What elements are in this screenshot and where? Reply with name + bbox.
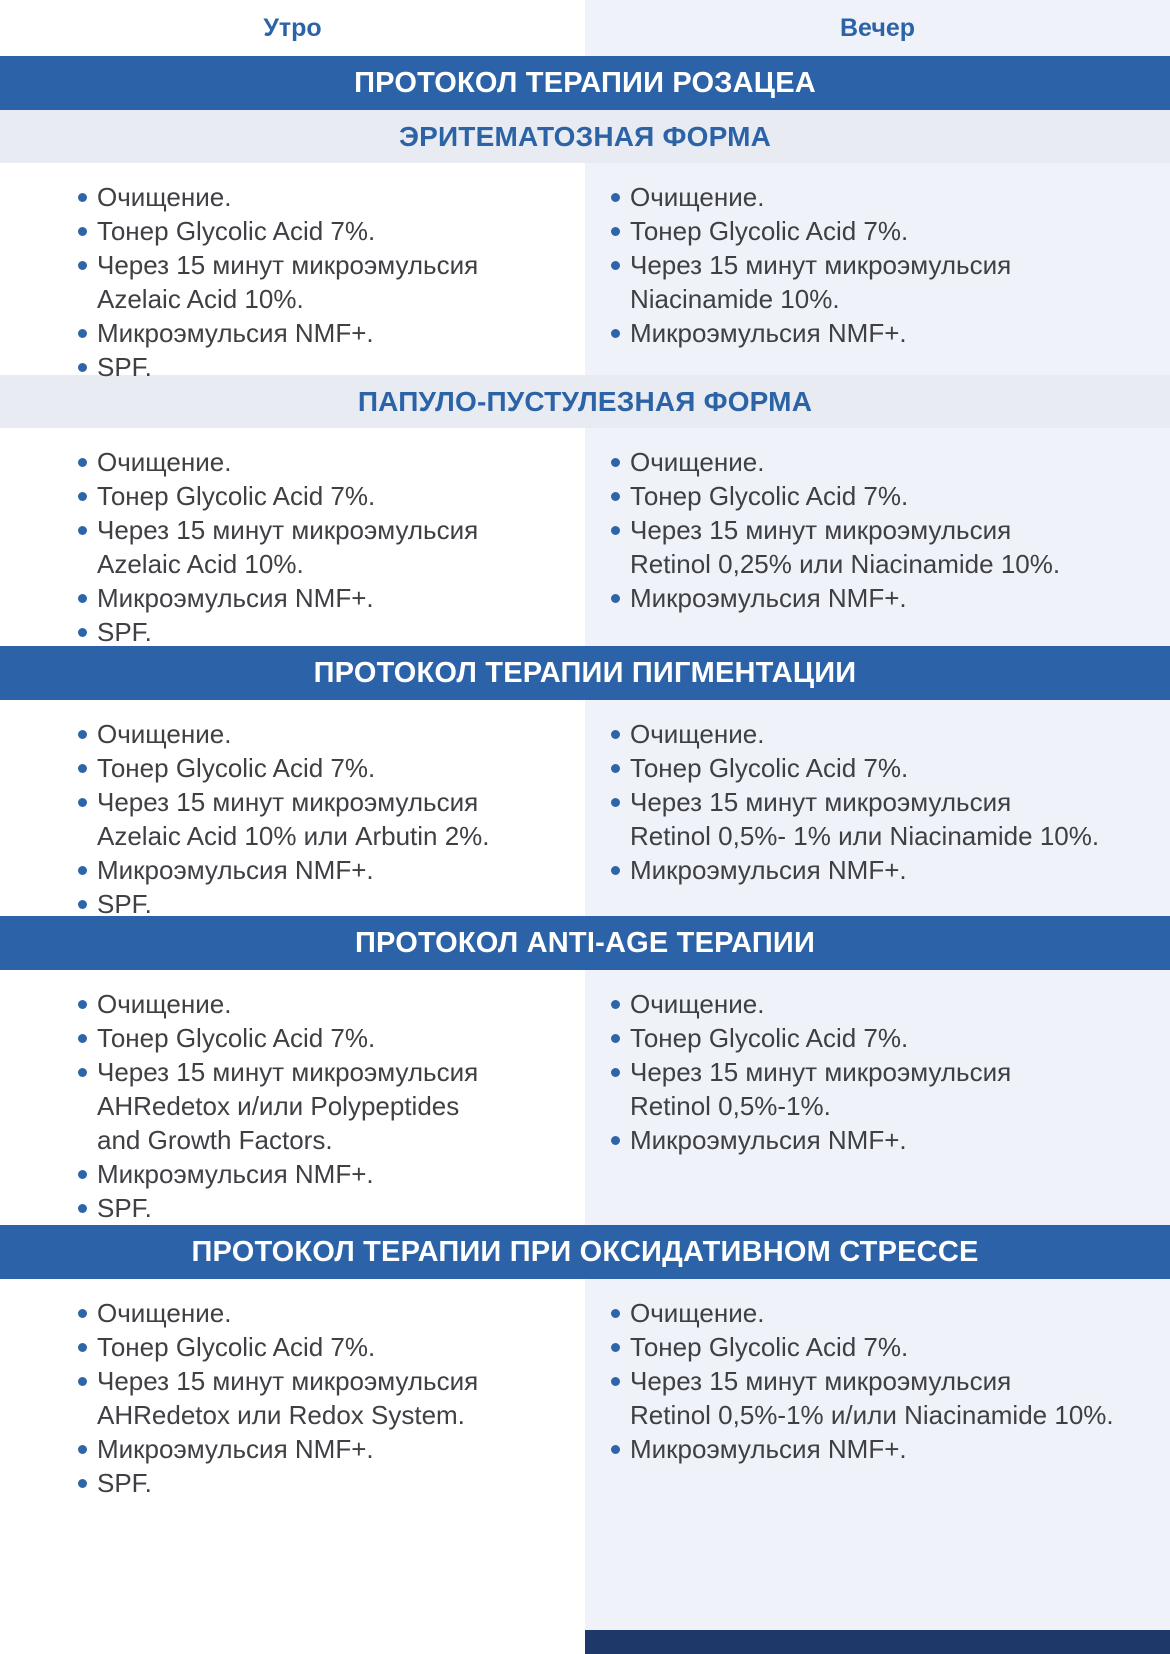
protocol-cell-evening <box>585 1279 1170 1654</box>
protocol-cell-morning <box>0 700 585 919</box>
step-text: Тонер Glycolic Acid 7%. <box>630 216 909 246</box>
column-header-evening <box>585 0 1170 56</box>
protocol-step <box>97 479 579 513</box>
step-text: Через 15 минут микроэмульсия <box>630 250 1012 280</box>
step-text: Тонер Glycolic Acid 7%. <box>630 753 909 783</box>
protocol-step <box>97 1364 579 1432</box>
protocol-step <box>630 1364 1164 1432</box>
protocol-step <box>97 248 579 316</box>
step-text: Очищение. <box>630 989 765 1019</box>
protocol-step <box>630 987 1164 1021</box>
protocol-row <box>0 970 1170 1225</box>
step-text: SPF. <box>97 889 152 919</box>
protocol-step <box>97 350 579 384</box>
protocol-step <box>97 1021 579 1055</box>
subsection-title: ПАПУЛО-ПУСТУЛЕЗНАЯ ФОРМА <box>357 385 813 417</box>
step-text: Niacinamide 10%. <box>630 284 840 314</box>
protocol-cell-evening <box>585 700 1170 916</box>
section-title: ПРОТОКОЛ ANTI-AGE ТЕРАПИИ <box>354 926 815 959</box>
step-text: Микроэмульсия NMF+. <box>97 1159 374 1189</box>
protocol-step <box>97 214 579 248</box>
step-text: SPF. <box>97 352 152 382</box>
step-text: SPF. <box>97 1468 152 1498</box>
protocol-step <box>630 581 1164 615</box>
section-title: ПРОТОКОЛ ТЕРАПИИ ПРИ ОКСИДАТИВНОМ СТРЕССЕ <box>191 1235 979 1268</box>
protocol-step <box>630 445 1164 479</box>
protocol-step <box>630 717 1164 751</box>
protocol-step <box>97 1432 579 1466</box>
step-text: Через 15 минут микроэмульсия <box>97 787 479 817</box>
step-text: Тонер Glycolic Acid 7%. <box>630 481 909 511</box>
step-text: Микроэмульсия NMF+. <box>630 855 907 885</box>
step-text: Микроэмульсия NMF+. <box>630 1125 907 1155</box>
subsection-header-band <box>0 110 1170 163</box>
step-text: Через 15 минут микроэмульсия <box>630 1057 1012 1087</box>
protocol-step <box>630 248 1164 316</box>
protocol-step <box>97 1466 579 1500</box>
protocol-step <box>630 751 1164 785</box>
step-text: Через 15 минут микроэмульсия <box>630 515 1012 545</box>
protocol-step <box>630 479 1164 513</box>
step-text: Тонер Glycolic Acid 7%. <box>97 481 376 511</box>
step-text: Очищение. <box>630 719 765 749</box>
step-list-morning <box>0 163 585 384</box>
step-text: Микроэмульсия NMF+. <box>97 1434 374 1464</box>
step-text: Микроэмульсия NMF+. <box>97 855 374 885</box>
step-text: and Growth Factors. <box>97 1125 333 1155</box>
step-text: Очищение. <box>97 182 232 212</box>
step-list-evening <box>585 1279 1170 1466</box>
column-headers <box>0 0 1170 56</box>
step-list-evening <box>585 428 1170 615</box>
protocol-step <box>97 1191 579 1225</box>
step-text: Через 15 минут микроэмульсия <box>630 1366 1012 1396</box>
protocol-step <box>630 1296 1164 1330</box>
step-text: Retinol 0,5%- 1% или Niacinamide 10%. <box>630 821 1100 851</box>
step-text: Azelaic Acid 10%. <box>97 549 304 579</box>
step-text: SPF. <box>97 1193 152 1223</box>
protocol-step <box>97 717 579 751</box>
step-text: Retinol 0,5%-1%. <box>630 1091 831 1121</box>
step-text: Очищение. <box>97 1298 232 1328</box>
step-text: Тонер Glycolic Acid 7%. <box>97 216 376 246</box>
step-text: Микроэмульсия NMF+. <box>630 1434 907 1464</box>
step-list-evening <box>585 700 1170 887</box>
protocol-row <box>0 163 1170 382</box>
protocol-step <box>630 1330 1164 1364</box>
step-text: Микроэмульсия NMF+. <box>630 583 907 613</box>
step-text: Azelaic Acid 10%. <box>97 284 304 314</box>
protocol-step <box>97 316 579 350</box>
step-text: AHRedetox и/или Polypeptides <box>97 1091 460 1121</box>
protocol-step <box>630 1055 1164 1123</box>
step-text: SPF. <box>97 617 152 647</box>
step-text: Очищение. <box>630 447 765 477</box>
protocol-step <box>97 581 579 615</box>
protocol-step <box>97 987 579 1021</box>
protocol-step <box>630 316 1164 350</box>
protocol-step <box>97 1296 579 1330</box>
protocol-row <box>0 1279 1170 1654</box>
protocol-step <box>97 1055 579 1157</box>
protocol-step <box>97 180 579 214</box>
section-header-bar <box>0 916 1170 970</box>
protocol-step <box>97 513 579 581</box>
protocol-cell-evening <box>585 970 1170 1225</box>
protocol-cell-morning <box>0 163 585 382</box>
step-text: Микроэмульсия NMF+. <box>97 318 374 348</box>
step-list-evening <box>585 163 1170 350</box>
protocol-step <box>97 445 579 479</box>
step-text: Очищение. <box>97 719 232 749</box>
step-list-morning <box>0 428 585 649</box>
step-text: AHRedetox или Redox System. <box>97 1400 465 1430</box>
column-header-morning <box>0 0 585 56</box>
protocol-step <box>630 214 1164 248</box>
protocol-cell-evening <box>585 163 1170 375</box>
protocol-cell-morning <box>0 1279 585 1654</box>
protocol-step <box>97 785 579 853</box>
step-text: Retinol 0,25% или Niacinamide 10%. <box>630 549 1061 579</box>
step-text: Тонер Glycolic Acid 7%. <box>97 753 376 783</box>
step-list-evening <box>585 970 1170 1157</box>
protocol-step <box>97 1157 579 1191</box>
step-text: Через 15 минут микроэмульсия <box>97 1366 479 1396</box>
column-header-morning-label: Утро <box>263 13 322 42</box>
protocol-step <box>97 1330 579 1364</box>
step-text: Очищение. <box>97 447 232 477</box>
protocol-step <box>630 1123 1164 1157</box>
step-text: Через 15 минут микроэмульсия <box>97 250 479 280</box>
step-list-morning <box>0 970 585 1225</box>
protocol-step <box>630 180 1164 214</box>
step-text: Микроэмульсия NMF+. <box>630 318 907 348</box>
step-text: Тонер Glycolic Acid 7%. <box>97 1023 376 1053</box>
protocol-row <box>0 428 1170 646</box>
step-text: Микроэмульсия NMF+. <box>97 583 374 613</box>
protocol-cell-morning <box>0 428 585 646</box>
subsection-title: ЭРИТЕМАТОЗНАЯ ФОРМА <box>398 120 772 152</box>
step-text: Очищение. <box>97 989 232 1019</box>
protocol-step <box>630 513 1164 581</box>
step-text: Очищение. <box>630 1298 765 1328</box>
protocol-step <box>630 853 1164 887</box>
step-text: Azelaic Acid 10% или Arbutin 2%. <box>97 821 490 851</box>
step-text: Через 15 минут микроэмульсия <box>630 787 1012 817</box>
section-title: ПРОТОКОЛ ТЕРАПИИ ПИГМЕНТАЦИИ <box>313 656 857 689</box>
step-text: Тонер Glycolic Acid 7%. <box>97 1332 376 1362</box>
step-text: Очищение. <box>630 182 765 212</box>
protocol-step <box>97 853 579 887</box>
sections-container <box>0 56 1170 1654</box>
protocol-step <box>630 785 1164 853</box>
column-header-evening-label: Вечер <box>839 13 916 42</box>
step-text: Retinol 0,5%-1% и/или Niacinamide 10%. <box>630 1400 1114 1430</box>
next-section-bar-partial <box>585 1630 1170 1654</box>
protocol-step <box>630 1021 1164 1055</box>
protocol-step <box>97 751 579 785</box>
step-list-morning <box>0 1279 585 1500</box>
step-text: Тонер Glycolic Acid 7%. <box>630 1332 909 1362</box>
section-header-bar <box>0 56 1170 110</box>
step-list-morning <box>0 700 585 921</box>
protocol-cell-evening <box>585 428 1170 646</box>
step-text: Через 15 минут микроэмульсия <box>97 515 479 545</box>
protocol-step <box>97 615 579 649</box>
step-text: Тонер Glycolic Acid 7%. <box>630 1023 909 1053</box>
protocol-cell-morning <box>0 970 585 1225</box>
section-header-bar <box>0 1225 1170 1279</box>
protocol-step <box>97 887 579 921</box>
step-text: Через 15 минут микроэмульсия <box>97 1057 479 1087</box>
protocol-step <box>630 1432 1164 1466</box>
section-title: ПРОТОКОЛ ТЕРАПИИ РОЗАЦЕА <box>354 66 816 99</box>
protocol-row <box>0 700 1170 919</box>
section-header-bar <box>0 646 1170 700</box>
